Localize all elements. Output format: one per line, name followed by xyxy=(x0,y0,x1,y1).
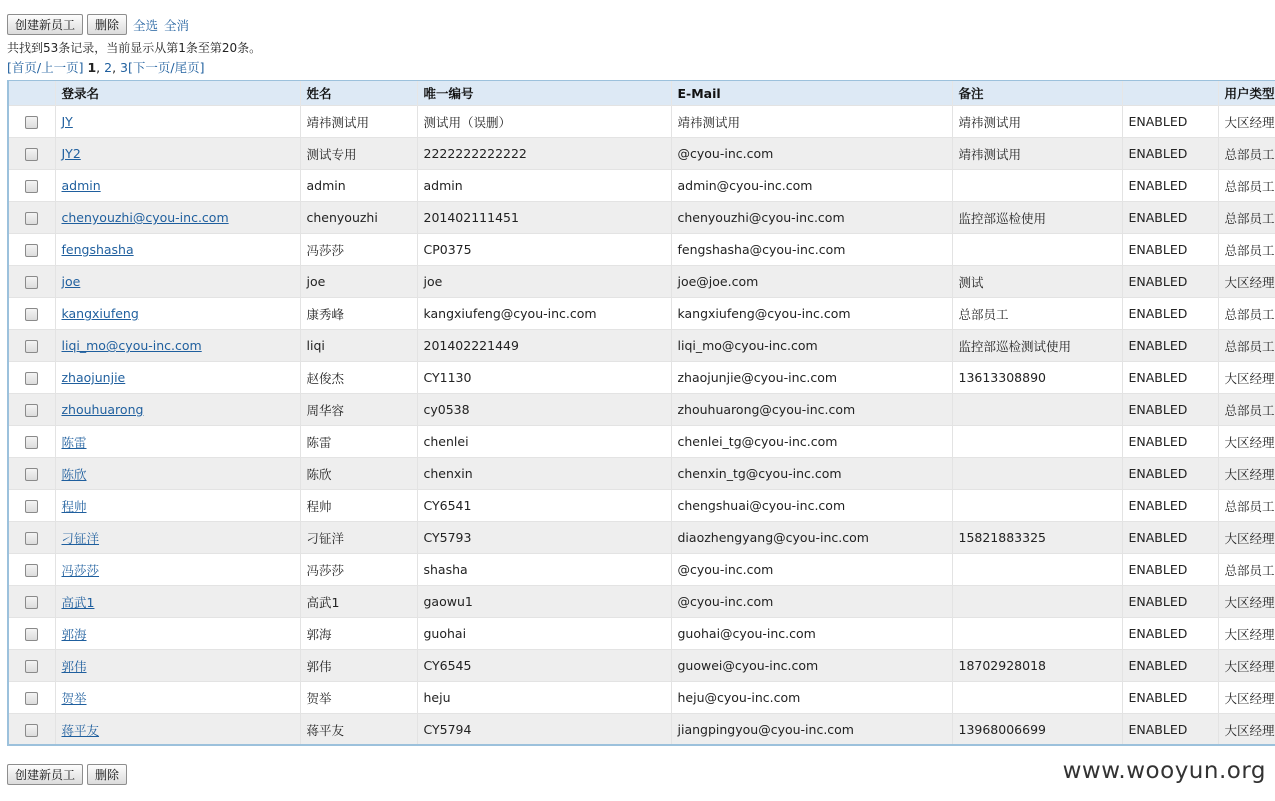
cell-email: chenlei_tg@cyou-inc.com xyxy=(671,426,952,458)
row-select-cell xyxy=(9,330,55,362)
row-select-cell xyxy=(9,362,55,394)
cell-login xyxy=(55,458,300,490)
row-select-cell xyxy=(9,714,55,746)
cell-code: chenlei xyxy=(417,426,671,458)
cell-name: 赵俊杰 xyxy=(300,362,417,394)
login-link[interactable]: 陈雷 xyxy=(61,434,87,450)
row-checkbox[interactable] xyxy=(25,436,38,449)
login-link[interactable]: joe xyxy=(61,274,81,289)
cell-status: ENABLED xyxy=(1122,266,1218,298)
cell-code: CY5793 xyxy=(417,522,671,554)
cell-email: joe@joe.com xyxy=(671,266,952,298)
cell-name: 郭海 xyxy=(300,618,417,650)
row-checkbox[interactable] xyxy=(25,372,38,385)
row-select-cell xyxy=(9,266,55,298)
row-checkbox[interactable] xyxy=(25,660,38,673)
cell-note: 测试 xyxy=(952,266,1122,298)
cell-type: 总部员工 xyxy=(1218,138,1275,170)
row-select-cell xyxy=(9,298,55,330)
cell-status: ENABLED xyxy=(1122,554,1218,586)
cell-email: liqi_mo@cyou-inc.com xyxy=(671,330,952,362)
table-row xyxy=(9,714,1275,746)
cell-status: ENABLED xyxy=(1122,490,1218,522)
cell-note xyxy=(952,490,1122,522)
cell-status: ENABLED xyxy=(1122,202,1218,234)
row-checkbox[interactable] xyxy=(25,148,38,161)
login-link[interactable]: zhaojunjie xyxy=(61,370,126,385)
table-row xyxy=(9,522,1275,554)
cell-name: 刁钲洋 xyxy=(300,522,417,554)
table-body xyxy=(9,106,1275,746)
table-row xyxy=(9,554,1275,586)
cell-login xyxy=(55,138,300,170)
cell-code: CY6541 xyxy=(417,490,671,522)
cell-status: ENABLED xyxy=(1122,618,1218,650)
table-row xyxy=(9,234,1275,266)
cell-status: ENABLED xyxy=(1122,330,1218,362)
cell-email: @cyou-inc.com xyxy=(671,554,952,586)
row-select-cell xyxy=(9,426,55,458)
header-login[interactable]: 登录名 xyxy=(55,81,300,106)
login-link[interactable]: 蒋平友 xyxy=(61,722,100,738)
cell-login xyxy=(55,490,300,522)
cell-status: ENABLED xyxy=(1122,170,1218,202)
cell-name: 程帅 xyxy=(300,490,417,522)
table-row xyxy=(9,490,1275,522)
cell-note: 18702928018 xyxy=(952,650,1122,682)
header-email[interactable]: E-Mail xyxy=(671,81,952,106)
page-2-link[interactable]: 2 xyxy=(104,60,113,75)
cell-type: 总部员工 xyxy=(1218,394,1275,426)
cell-email: @cyou-inc.com xyxy=(671,138,952,170)
login-link[interactable]: zhouhuarong xyxy=(61,402,144,417)
header-status xyxy=(1122,81,1218,106)
row-select-cell xyxy=(9,394,55,426)
cell-type: 大区经理 xyxy=(1218,426,1275,458)
record-summary: 共找到53条记录，当前显示从第1条至第20条。 xyxy=(7,41,262,55)
table-row xyxy=(9,106,1275,138)
cell-note xyxy=(952,458,1122,490)
cell-login xyxy=(55,266,300,298)
cell-email: heju@cyou-inc.com xyxy=(671,682,952,714)
cell-type: 大区经理 xyxy=(1218,618,1275,650)
login-link[interactable]: 陈欣 xyxy=(61,466,87,482)
cell-type: 大区经理 xyxy=(1218,714,1275,746)
cell-code: 201402111451 xyxy=(417,202,671,234)
cell-login xyxy=(55,426,300,458)
cell-type: 大区经理 xyxy=(1218,650,1275,682)
cell-note: 总部员工 xyxy=(952,298,1122,330)
cell-type: 总部员工 xyxy=(1218,298,1275,330)
cell-name: liqi xyxy=(300,330,417,362)
cell-note xyxy=(952,682,1122,714)
row-checkbox[interactable] xyxy=(25,468,38,481)
table-row xyxy=(9,650,1275,682)
cell-name: 陈欣 xyxy=(300,458,417,490)
login-link[interactable]: 高武1 xyxy=(61,594,95,610)
login-link[interactable]: chenyouzhi@cyou-inc.com xyxy=(61,210,229,225)
cell-type: 大区经理 xyxy=(1218,586,1275,618)
cell-login xyxy=(55,234,300,266)
cell-email: jiangpingyou@cyou-inc.com xyxy=(671,714,952,746)
pagination xyxy=(7,58,204,76)
cell-code: chenxin xyxy=(417,458,671,490)
cell-email: guohai@cyou-inc.com xyxy=(671,618,952,650)
cell-email: chenxin_tg@cyou-inc.com xyxy=(671,458,952,490)
cell-name: 贺举 xyxy=(300,682,417,714)
cell-code: 测试用（误删） xyxy=(417,106,671,138)
page-separator: , xyxy=(112,60,117,75)
cell-status: ENABLED xyxy=(1122,522,1218,554)
cell-login xyxy=(55,106,300,138)
cell-type: 大区经理 xyxy=(1218,682,1275,714)
row-select-cell xyxy=(9,490,55,522)
login-link[interactable]: 冯莎莎 xyxy=(61,562,100,578)
cell-note xyxy=(952,426,1122,458)
cell-note xyxy=(952,586,1122,618)
table-header-row xyxy=(9,81,1275,106)
cell-name: 靖祎测试用 xyxy=(300,106,417,138)
header-code[interactable]: 唯一编号 xyxy=(417,81,671,106)
cell-type: 总部员工 xyxy=(1218,234,1275,266)
row-checkbox[interactable] xyxy=(25,692,38,705)
cell-note xyxy=(952,554,1122,586)
create-employee-button[interactable]: 创建新员工 xyxy=(7,14,83,35)
cell-note: 靖祎测试用 xyxy=(952,106,1122,138)
login-link[interactable]: 郭海 xyxy=(61,626,87,642)
cell-status: ENABLED xyxy=(1122,714,1218,746)
cell-type: 大区经理 xyxy=(1218,362,1275,394)
cell-code: cy0538 xyxy=(417,394,671,426)
header-user-type[interactable]: 用户类型 xyxy=(1218,81,1275,106)
cell-login xyxy=(55,650,300,682)
cell-login xyxy=(55,714,300,746)
table-row xyxy=(9,682,1275,714)
cell-login xyxy=(55,586,300,618)
cell-email: kangxiufeng@cyou-inc.com xyxy=(671,298,952,330)
cell-name: chenyouzhi xyxy=(300,202,417,234)
cell-email: zhouhuarong@cyou-inc.com xyxy=(671,394,952,426)
login-link[interactable]: fengshasha xyxy=(61,242,134,257)
cell-name: 冯莎莎 xyxy=(300,234,417,266)
cell-name: 蒋平友 xyxy=(300,714,417,746)
row-select-cell xyxy=(9,202,55,234)
cell-status: ENABLED xyxy=(1122,106,1218,138)
cell-status: ENABLED xyxy=(1122,362,1218,394)
row-checkbox[interactable] xyxy=(25,212,38,225)
cell-code: 2222222222222 xyxy=(417,138,671,170)
employee-table xyxy=(9,81,1275,745)
employee-grid xyxy=(7,80,1275,746)
cell-note: 13968006699 xyxy=(952,714,1122,746)
cell-code: kangxiufeng@cyou-inc.com xyxy=(417,298,671,330)
cell-name: 陈雷 xyxy=(300,426,417,458)
login-link[interactable]: admin xyxy=(61,178,101,193)
row-select-cell xyxy=(9,586,55,618)
row-select-cell xyxy=(9,650,55,682)
page-3-link[interactable]: 3 xyxy=(120,60,128,75)
cell-name: 郭伟 xyxy=(300,650,417,682)
table-row xyxy=(9,586,1275,618)
row-select-cell xyxy=(9,138,55,170)
row-select-cell xyxy=(9,682,55,714)
cell-code: CY6545 xyxy=(417,650,671,682)
cell-note xyxy=(952,170,1122,202)
row-checkbox[interactable] xyxy=(25,532,38,545)
cell-status: ENABLED xyxy=(1122,426,1218,458)
row-checkbox[interactable] xyxy=(25,308,38,321)
cell-login xyxy=(55,522,300,554)
table-row xyxy=(9,618,1275,650)
cell-type: 总部员工 xyxy=(1218,330,1275,362)
cell-note: 15821883325 xyxy=(952,522,1122,554)
row-checkbox[interactable] xyxy=(25,244,38,257)
cell-login xyxy=(55,330,300,362)
cell-note: 监控部巡检使用 xyxy=(952,202,1122,234)
row-checkbox[interactable] xyxy=(25,724,38,737)
table-row xyxy=(9,394,1275,426)
cell-type: 总部员工 xyxy=(1218,490,1275,522)
cell-note xyxy=(952,234,1122,266)
cell-code: gaowu1 xyxy=(417,586,671,618)
login-link[interactable]: 郭伟 xyxy=(61,658,87,674)
row-checkbox[interactable] xyxy=(25,628,38,641)
cell-name: admin xyxy=(300,170,417,202)
cell-login xyxy=(55,394,300,426)
cell-status: ENABLED xyxy=(1122,234,1218,266)
cell-status: ENABLED xyxy=(1122,586,1218,618)
cell-type: 大区经理 xyxy=(1218,106,1275,138)
cell-note: 靖祎测试用 xyxy=(952,138,1122,170)
cell-login xyxy=(55,170,300,202)
table-row xyxy=(9,426,1275,458)
cell-name: 测试专用 xyxy=(300,138,417,170)
row-checkbox[interactable] xyxy=(25,500,38,513)
login-link[interactable]: 贺举 xyxy=(61,690,87,706)
row-select-cell xyxy=(9,106,55,138)
cell-status: ENABLED xyxy=(1122,458,1218,490)
header-name[interactable]: 姓名 xyxy=(300,81,417,106)
row-select-cell xyxy=(9,170,55,202)
table-row xyxy=(9,202,1275,234)
cell-code: CP0375 xyxy=(417,234,671,266)
cell-status: ENABLED xyxy=(1122,394,1218,426)
table-row xyxy=(9,138,1275,170)
cell-email: guowei@cyou-inc.com xyxy=(671,650,952,682)
row-checkbox[interactable] xyxy=(25,404,38,417)
row-select-cell xyxy=(9,618,55,650)
cell-note: 监控部巡检测试使用 xyxy=(952,330,1122,362)
table-row xyxy=(9,330,1275,362)
cell-status: ENABLED xyxy=(1122,298,1218,330)
cell-status: ENABLED xyxy=(1122,650,1218,682)
cell-email: fengshasha@cyou-inc.com xyxy=(671,234,952,266)
cell-type: 大区经理 xyxy=(1218,266,1275,298)
cell-login xyxy=(55,618,300,650)
cell-name: 高武1 xyxy=(300,586,417,618)
table-row xyxy=(9,362,1275,394)
login-link[interactable]: liqi_mo@cyou-inc.com xyxy=(61,338,202,353)
next-last-link[interactable]: [下一页/尾页] xyxy=(128,60,205,75)
deselect-all-link[interactable]: 全消 xyxy=(164,17,190,33)
delete-button[interactable]: 删除 xyxy=(87,14,127,35)
cell-code: shasha xyxy=(417,554,671,586)
cell-code: 201402221449 xyxy=(417,330,671,362)
cell-email: @cyou-inc.com xyxy=(671,586,952,618)
login-link[interactable]: 刁钲洋 xyxy=(61,530,100,546)
row-select-cell xyxy=(9,458,55,490)
cell-note xyxy=(952,394,1122,426)
header-select xyxy=(9,81,55,106)
cell-code: guohai xyxy=(417,618,671,650)
row-select-cell xyxy=(9,522,55,554)
cell-code: heju xyxy=(417,682,671,714)
watermark: www.wooyun.org xyxy=(1062,758,1266,784)
cell-code: CY1130 xyxy=(417,362,671,394)
cell-email: diaozhengyang@cyou-inc.com xyxy=(671,522,952,554)
cell-login xyxy=(55,554,300,586)
cell-login xyxy=(55,202,300,234)
row-checkbox[interactable] xyxy=(25,116,38,129)
cell-email: chenyouzhi@cyou-inc.com xyxy=(671,202,952,234)
cell-name: 康秀峰 xyxy=(300,298,417,330)
row-checkbox[interactable] xyxy=(25,564,38,577)
table-row xyxy=(9,170,1275,202)
cell-name: 冯莎莎 xyxy=(300,554,417,586)
row-checkbox[interactable] xyxy=(25,340,38,353)
cell-note xyxy=(952,618,1122,650)
row-select-cell xyxy=(9,554,55,586)
top-toolbar xyxy=(7,14,189,35)
login-link[interactable]: JY2 xyxy=(61,146,81,161)
bottom-toolbar xyxy=(7,764,127,785)
cell-email: zhaojunjie@cyou-inc.com xyxy=(671,362,952,394)
cell-code: CY5794 xyxy=(417,714,671,746)
row-checkbox[interactable] xyxy=(25,180,38,193)
table-row xyxy=(9,458,1275,490)
login-link[interactable]: JY xyxy=(61,114,73,129)
delete-button[interactable]: 删除 xyxy=(87,764,127,785)
cell-type: 总部员工 xyxy=(1218,170,1275,202)
cell-email: admin@cyou-inc.com xyxy=(671,170,952,202)
cell-status: ENABLED xyxy=(1122,682,1218,714)
cell-name: 周华容 xyxy=(300,394,417,426)
current-page: 1 xyxy=(87,60,97,75)
table-row xyxy=(9,298,1275,330)
cell-status: ENABLED xyxy=(1122,138,1218,170)
cell-login xyxy=(55,298,300,330)
select-all-link[interactable]: 全选 xyxy=(133,17,159,33)
login-link[interactable]: kangxiufeng xyxy=(61,306,139,321)
table-row xyxy=(9,266,1275,298)
cell-code: admin xyxy=(417,170,671,202)
row-checkbox[interactable] xyxy=(25,596,38,609)
cell-note: 13613308890 xyxy=(952,362,1122,394)
create-employee-button[interactable]: 创建新员工 xyxy=(7,764,83,785)
row-select-cell xyxy=(9,234,55,266)
cell-code: joe xyxy=(417,266,671,298)
cell-type: 大区经理 xyxy=(1218,458,1275,490)
page-separator: , xyxy=(96,60,101,75)
cell-login xyxy=(55,362,300,394)
cell-type: 大区经理 xyxy=(1218,522,1275,554)
header-note[interactable]: 备注 xyxy=(952,81,1122,106)
cell-email: chengshuai@cyou-inc.com xyxy=(671,490,952,522)
cell-type: 总部员工 xyxy=(1218,202,1275,234)
cell-email: 靖祎测试用 xyxy=(671,106,952,138)
cell-name: joe xyxy=(300,266,417,298)
cell-type: 总部员工 xyxy=(1218,554,1275,586)
cell-login xyxy=(55,682,300,714)
first-prev-link[interactable]: [首页/上一页] xyxy=(7,60,84,75)
login-link[interactable]: 程帅 xyxy=(61,498,87,514)
row-checkbox[interactable] xyxy=(25,276,38,289)
